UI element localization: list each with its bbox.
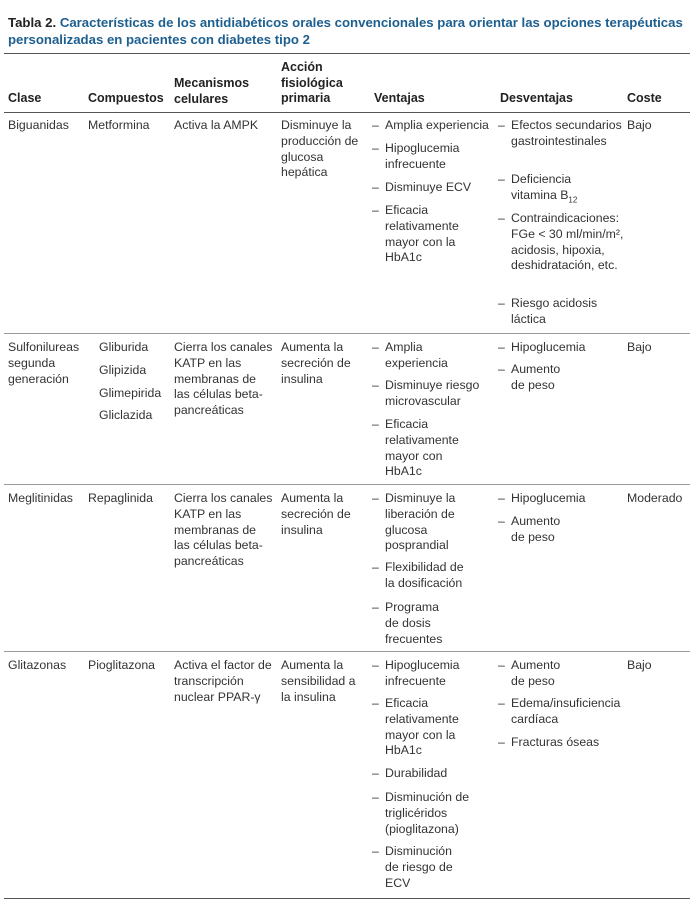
table-label: Tabla 2. — [8, 15, 57, 30]
row2-compuesto-2: Glipizida — [99, 362, 147, 377]
row4-compuesto: Pioglitazona — [88, 658, 155, 672]
row1-desventaja-3: – Contraindicaciones: FGe < 30 ml/min/m², acidosis, hipoxia, deshidratación, etc. — [498, 211, 624, 273]
row1-mecanismo: Activa la AMPK — [174, 118, 259, 132]
row2-accion: Aumenta la secreción de insulina — [281, 340, 351, 386]
row2-ventaja-3: – Eficacia relativamente mayor con HbA1c — [372, 417, 459, 479]
header-rule — [4, 112, 690, 113]
row1-ventaja-2: – Hipoglucemia infrecuente — [372, 141, 460, 171]
row4-clase: Glitazonas — [8, 658, 67, 672]
header-coste: Coste — [627, 91, 662, 105]
row4-ventaja-4: – Disminución de triglicéridos (pioglitazona) — [372, 790, 470, 836]
row2-coste: Bajo — [627, 340, 652, 354]
row3-ventaja-3: – Programa de dosis frecuentes — [372, 600, 443, 646]
row2-compuestos — [99, 340, 161, 431]
table-title: Características de los antidiabéticos orales convencionales para orientar las opciones terapéuticas personalizadas en pacientes con diabetes tipo 2 — [8, 15, 683, 47]
bottom-rule — [4, 898, 690, 899]
row1-compuesto: Metformina — [88, 118, 150, 132]
header-desventajas: Desventajas — [500, 91, 573, 105]
row1-coste: Bajo — [627, 118, 652, 132]
row1-ventaja-1: – Amplia experiencia — [372, 118, 489, 132]
row3-compuesto: Repaglinida — [88, 491, 153, 505]
row1-ventaja-4: – Eficacia relativamente mayor con la HbA1c — [372, 203, 459, 265]
row4-ventaja-2: – Eficacia relativamente mayor con la HbA1c — [372, 696, 459, 758]
row1-accion: Disminuye la producción de glucosa hepática — [281, 118, 359, 180]
row2-desventaja-2: – Aumento de peso — [498, 362, 561, 392]
header-clase: Clase — [8, 91, 42, 105]
row3-clase: Meglitinidas — [8, 491, 73, 505]
row2-compuesto-3: Glimepirida — [99, 385, 162, 400]
row1-desventaja-4: – Riesgo acidosis láctica — [498, 296, 598, 326]
row3-ventaja-2: – Flexibilidad de la dosificación — [372, 560, 464, 590]
header-compuestos: Compuestos — [88, 91, 164, 105]
header-accion: Acción fisiológica primaria — [281, 60, 343, 105]
row-divider — [4, 484, 690, 485]
top-rule — [4, 53, 690, 54]
row4-mecanismo: Activa el factor de transcripción nuclear PPAR-γ — [174, 658, 272, 704]
row4-ventaja-5: – Disminución de riesgo de ECV — [372, 844, 453, 890]
row3-accion: Aumenta la secreción de insulina — [281, 491, 351, 537]
row2-clase: Sulfonilureas segunda generación — [8, 340, 80, 386]
header-ventajas: Ventajas — [374, 91, 425, 105]
row1-ventaja-3: – Disminuye ECV — [372, 180, 472, 194]
row1-desventaja-1: – Efectos secundarios gastrointestinales — [498, 118, 622, 148]
row3-coste: Moderado — [627, 491, 683, 505]
row2-compuesto-4: Gliclazida — [99, 408, 153, 423]
table-caption — [8, 14, 692, 48]
row1-clase: Biguanidas — [8, 118, 69, 132]
row2-ventaja-1: – Amplia experiencia — [372, 340, 448, 370]
row4-desventaja-1: – Aumento de peso — [498, 658, 561, 688]
row4-ventaja-3: – Durabilidad — [372, 766, 448, 780]
row-divider — [4, 333, 690, 334]
row3-desventaja-1: – Hipoglucemia — [498, 491, 586, 505]
row2-desventaja-1: – Hipoglucemia — [498, 340, 586, 354]
row4-desventaja-3: – Fracturas óseas — [498, 735, 600, 749]
row-divider — [4, 651, 690, 652]
row4-ventaja-1: – Hipoglucemia infrecuente — [372, 658, 460, 688]
row3-ventaja-1: – Disminuye la liberación de glucosa posprandial — [372, 491, 456, 553]
row2-compuesto-1: Gliburida — [99, 340, 149, 354]
row4-coste: Bajo — [627, 658, 652, 672]
row3-mecanismo: Cierra los canales KATP en las membranas de las células beta-pancreáticas — [174, 491, 273, 569]
row3-desventaja-2: – Aumento de peso — [498, 514, 561, 544]
row4-accion: Aumenta la sensibilidad a la insulina — [281, 658, 356, 704]
row2-ventaja-2: – Disminuye riesgo microvascular — [372, 378, 480, 408]
row1-desventaja-2: – Deficiencia vitamina $B_{12}$ — [498, 172, 578, 205]
row4-desventaja-2: – Edema/insuficiencia cardíaca — [498, 696, 621, 726]
header-mecanismos: Mecanismos celulares — [174, 76, 250, 106]
row2-mecanismo: Cierra los canales KATP en las membranas de las células beta-pancreáticas — [174, 340, 273, 418]
